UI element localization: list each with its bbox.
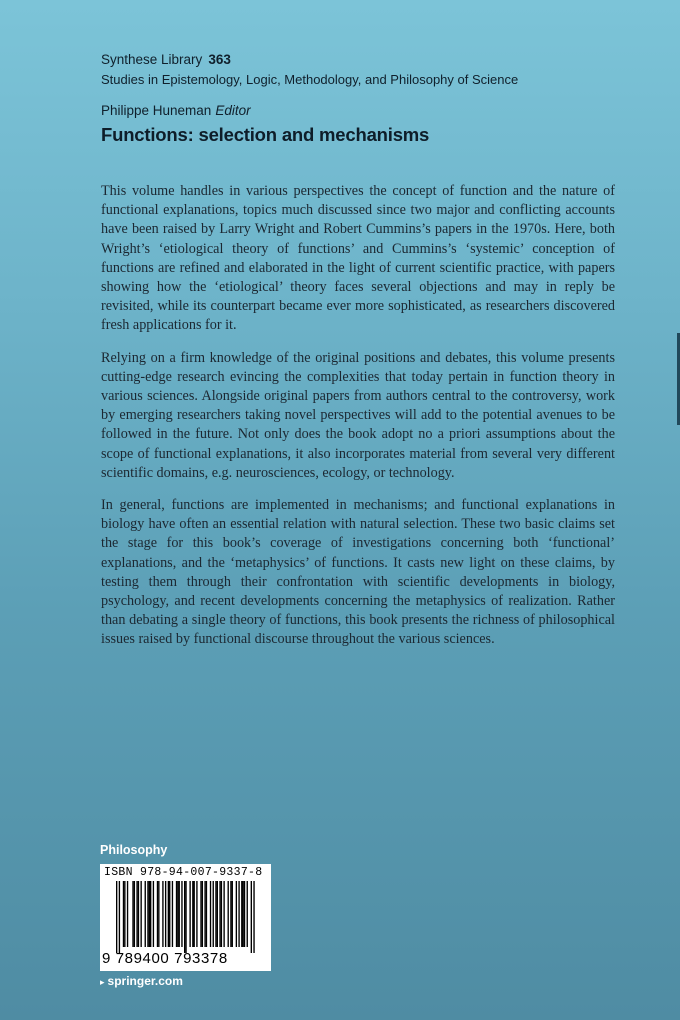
subject-category: Philosophy (100, 843, 168, 857)
barcode-bar (138, 881, 139, 947)
barcode-bar (219, 881, 220, 947)
barcode-bar (213, 881, 214, 947)
barcode-bar (238, 881, 239, 947)
barcode-bar (204, 881, 205, 947)
barcode-bar (145, 881, 146, 947)
barcode-bar (242, 881, 243, 947)
barcode-bar (172, 881, 173, 947)
barcode-bar (241, 881, 242, 947)
barcode-bar (127, 881, 128, 947)
blurb-paragraph-3: In general, functions are implemented in mechanisms; and functional explanations in biology have often an essential relation with natural selection. These two basic claims set the stage for this book’s coverage of investigations concerning both ‘functional’ explanations, and the ‘metaphysics’ of functions. It casts new light on these claims, by testing them through their confrontation with scientific developments in biology, psychology, and recent developments concerning the metaphysics of realization. Rather than debating a single theory of functions, this book presents the richness of philosophical issues raised by functional discourse throughout the various sciences. (101, 497, 615, 648)
series-number: 363 (208, 52, 231, 67)
blurb-paragraph-1: This volume handles in various perspectives the concept of function and the nature of functional explanations, topics much discussed since two major and conflicting accounts have been raised by Larry Wright and Robert Cummins’s papers in the 1970s. Here, both Wright’s ‘etiological theory of functions’ and Cummins’s ‘systemic’ conception of functions are refined and elaborated in the light of current scientific practice, with papers showing how the ‘etiological’ theory faces several objections and may in reply be revisited, while its counterpart became ever more sophisticated, as researchers discovered fresh applications for it. (101, 183, 615, 334)
arrow-icon: ▸ (100, 977, 105, 987)
barcode-bar (210, 881, 211, 947)
barcode-bar (206, 881, 207, 947)
barcode-bar (217, 881, 218, 947)
barcode-bar (185, 881, 186, 953)
barcode-bar (232, 881, 233, 947)
barcode-bar (215, 881, 216, 947)
series-subtitle: Studies in Epistemology, Logic, Methodology, and Philosophy of Science (101, 72, 519, 87)
barcode-bar (124, 881, 125, 947)
barcode-digits: 9 789400 793378 (102, 950, 228, 967)
barcode-bar (132, 881, 133, 947)
barcode-bar (230, 881, 231, 947)
barcode-bar (157, 881, 158, 947)
barcode-bar (158, 881, 159, 947)
series-name: Synthese Library (101, 52, 203, 67)
barcode-bar (192, 881, 193, 947)
barcode-bar (136, 881, 137, 947)
barcode-bar (119, 881, 120, 953)
blurb-text (101, 182, 615, 663)
publisher-url: springer.com (107, 974, 183, 988)
barcode-bar (253, 881, 254, 953)
barcode-bar (147, 881, 148, 947)
barcode-bar (251, 881, 252, 953)
barcode-bar (140, 881, 141, 947)
book-title: Functions: selection and mechanisms (101, 124, 430, 145)
barcode-bar (179, 881, 180, 947)
barcode-bar (169, 881, 170, 947)
barcode-bar (149, 881, 150, 947)
barcode-bar (247, 881, 248, 947)
editor-role: Editor (215, 103, 251, 118)
barcode-bar (123, 881, 124, 947)
barcode-bar (165, 881, 166, 947)
barcode-bar (168, 881, 169, 947)
blurb-paragraph-2: Relying on a firm knowledge of the original positions and debates, this volume presents cutting-edge research evincing the complexities that today pertain in function theory in various sciences. Alongside original papers from authors central to the controversy, work by emerging researchers taking novel perspectives will add to the potential avenues to be followed in the future. Not only does the book adopt no a priori assumptions about the scope of functional explanations, it also incorporates material from several very different scientific domains, e.g. neurosciences, ecology, or technology. (101, 349, 615, 481)
barcode-bar (223, 881, 224, 947)
isbn-barcode (100, 864, 271, 971)
barcode-bars (116, 881, 256, 953)
barcode-bar (181, 881, 182, 947)
barcode-bar (177, 881, 178, 947)
isbn-label: ISBN 978-94-007-9337-8 (104, 866, 263, 879)
barcode-bar (153, 881, 154, 947)
barcode-bar (176, 881, 177, 947)
barcode-bar (236, 881, 237, 947)
barcode-bar (196, 881, 197, 947)
barcode-bar (150, 881, 151, 947)
barcode-bar (200, 881, 201, 947)
barcode-bar (228, 881, 229, 947)
editor-name: Philippe Huneman (101, 103, 212, 118)
barcode-bar (162, 881, 163, 947)
barcode-bar (116, 881, 117, 953)
publisher-link[interactable] (100, 974, 183, 988)
series-info (101, 50, 518, 90)
barcode-bar (221, 881, 222, 947)
barcode-bar (189, 881, 190, 947)
editor-line (101, 103, 251, 118)
barcode-bar (184, 881, 185, 953)
barcode-bar (202, 881, 203, 947)
barcode-bar (244, 881, 245, 947)
barcode-bar (134, 881, 135, 947)
barcode-bar (194, 881, 195, 947)
